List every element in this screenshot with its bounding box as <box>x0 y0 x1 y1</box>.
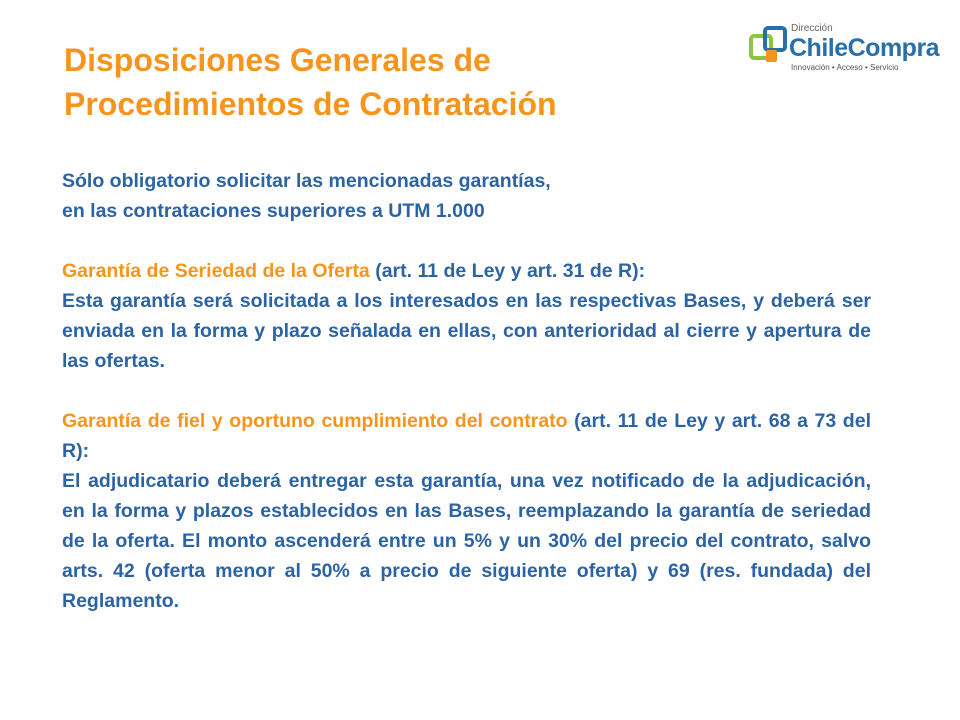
spacer <box>62 226 871 256</box>
intro-line-2: en las contrataciones superiores a UTM 1.000 <box>62 200 485 222</box>
seriedad-heading-paragraph <box>62 256 871 286</box>
seriedad-heading: Garantía de Seriedad de la Oferta <box>62 260 370 282</box>
chilecompra-logo <box>748 14 948 74</box>
cumplimiento-body: El adjudicatario deberá entregar esta garantía, una vez notificado de la adjudicación, en la forma y plazos establecidos en las Bases, reemplazando la garantía de seriedad de la oferta. El monto ascenderá entre un 5% y un 30% del precio del contrato, salvo arts. 42 (oferta menor al 50% a precio de siguiente oferta) y 69 (res. fundada) del Reglamento. <box>62 470 871 612</box>
slide-title-line-1: Disposiciones Generales de <box>64 42 491 78</box>
seriedad-reference: (art. 11 de Ley y art. 31 de R): <box>369 260 646 282</box>
slide-body <box>62 166 871 616</box>
cumplimiento-heading-paragraph <box>62 406 871 466</box>
logo-tagline: Innovación • Acceso • Servicio <box>791 63 899 72</box>
intro-line-1: Sólo obligatorio solicitar las mencionadas garantías, <box>62 170 551 192</box>
spacer <box>62 376 871 406</box>
intro-paragraph <box>62 166 871 226</box>
cumplimiento-heading: Garantía de fiel y oportuno cumplimiento del contrato <box>62 410 568 432</box>
slide-title-line-2: Procedimientos de Contratación <box>64 86 557 122</box>
logo-name: ChileCompra <box>789 34 940 62</box>
logo-small-text: Dirección <box>791 23 833 34</box>
cumplimiento-reference: (art. 11 de Ley y art. 68 a 73 del R): <box>62 410 871 462</box>
seriedad-body: Esta garantía será solicitada a los interesados en las respectivas Bases, y deberá ser enviada en la forma y plazo señalada en ellas, con anterioridad al cierre y apertura de las ofertas. <box>62 290 871 372</box>
slide-title <box>64 38 744 126</box>
chilecompra-logo-icon <box>748 24 792 70</box>
